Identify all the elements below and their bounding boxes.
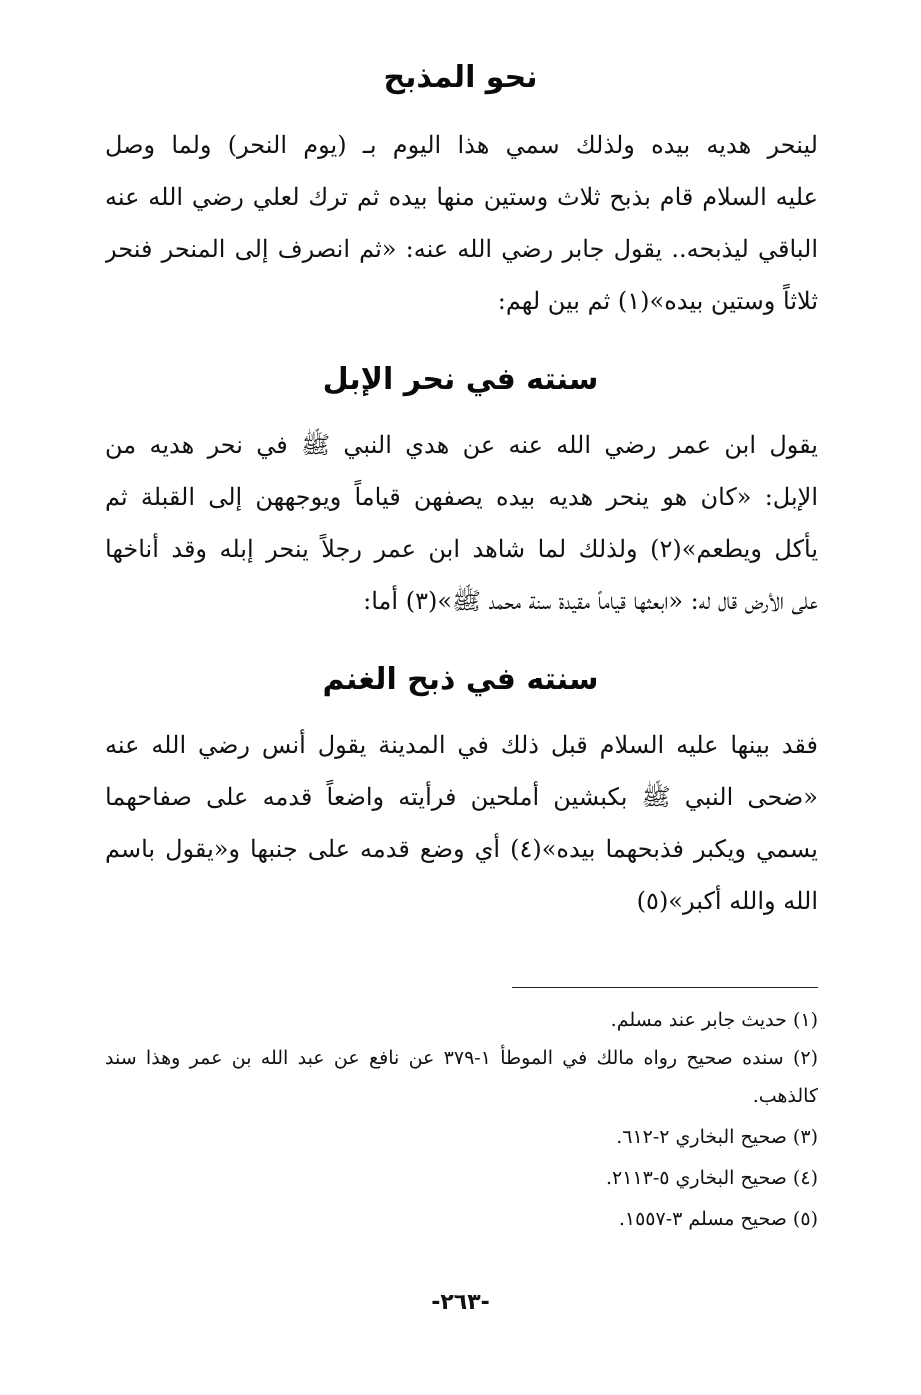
paragraph-line: ثلاثاً وستين بيده»(١) ثم بين لهم:	[497, 287, 818, 315]
section-heading-slaughter-place: نحو المذبح	[383, 60, 538, 95]
footnote-separator	[512, 987, 818, 988]
footnote-4: (٤) صحيح البخاري ٥-٢١١٣.	[606, 1167, 818, 1189]
page-number: -٢٦٣-	[431, 1290, 490, 1315]
footnote-2: (٢) سنده صحيح رواه مالك في الموطأ ١-٣٧٩ عن نافع عن عبد الله بن عمر وهذا سند	[105, 1047, 818, 1069]
paragraph-line: فقد بينها عليه السلام قبل ذلك في المدينة يقول أنس رضي الله عنه	[105, 731, 818, 759]
paragraph-line: لينحر هديه بيده ولذلك سمي هذا اليوم بـ (يوم النحر) ولما وصل	[105, 131, 818, 159]
paragraph-line: على الأرض قال له: «ابعثها قياماً مقيدة سنة محمد ﷺ»(٣) أما:	[363, 587, 818, 615]
paragraph-line: الباقي ليذبحه.. يقول جابر رضي الله عنه: «ثم انصرف إلى المنحر فنحر	[105, 235, 818, 263]
paragraph-line: يأكل ويطعم»(٢) ولذلك لما شاهد ابن عمر رجلاً ينحر إبله وقد أناخها	[105, 535, 818, 563]
footnote-5: (٥) صحيح مسلم ٣-١٥٥٧.	[618, 1208, 818, 1230]
paragraph-line: عليه السلام قام بذبح ثلاث وستين منها بيده ثم ترك لعلي رضي الله عنه	[105, 183, 818, 211]
paragraph-line: يسمي ويكبر فذبحهما بيده»(٤) أي وضع قدمه على جنبها و«يقول باسم	[105, 835, 818, 863]
section-heading-camel-sacrifice: سنته في نحر الإبل	[322, 362, 599, 397]
paragraph-line: الإبل: «كان هو ينحر هديه بيده يصفهن قياماً ويوجههن إلى القبلة ثم	[105, 483, 818, 511]
paragraph-line: الله والله أكبر»(٥)	[636, 887, 818, 915]
footnote-3: (٣) صحيح البخاري ٢-٦١٢.	[616, 1126, 818, 1148]
paragraph-line: يقول ابن عمر رضي الله عنه عن هدي النبي ﷺ في نحر هديه من	[105, 431, 818, 459]
paragraph-line: «ضحى النبي ﷺ بكبشين أملحين فرأيته واضعاً قدمه على صفاحهما	[105, 783, 818, 811]
section-heading-sheep-sacrifice: سنته في ذبح الغنم	[322, 662, 599, 697]
footnote-1: (١) حديث جابر عند مسلم.	[610, 1009, 818, 1031]
footnote-2-continuation: كالذهب.	[752, 1085, 818, 1107]
